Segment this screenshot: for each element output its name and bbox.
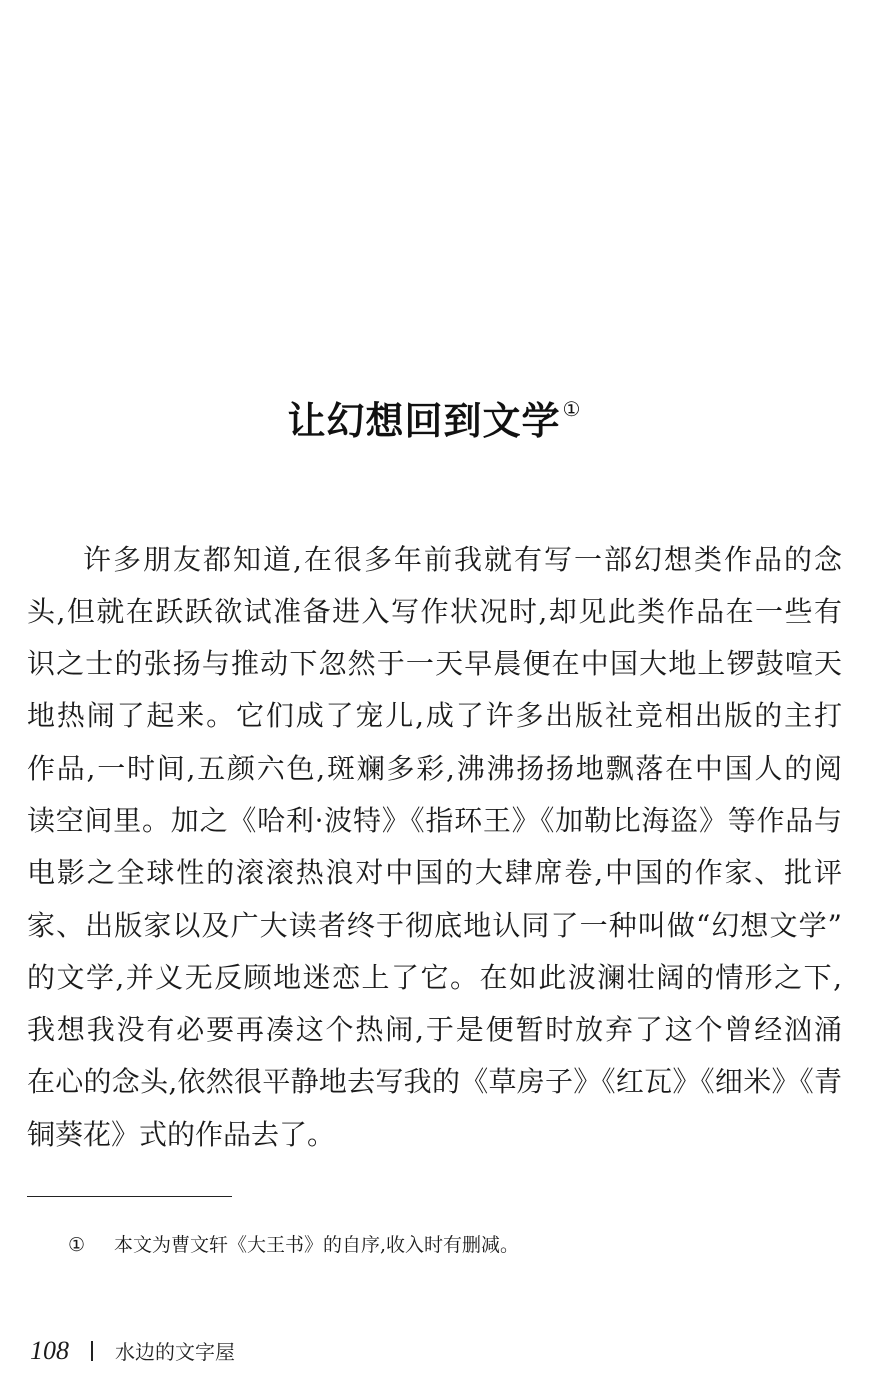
body-line-5: 作品,一时间,五颜六色,斑斓多彩,沸沸扬扬地飘落在中国人的阅 [27,752,842,785]
running-book-title: 水边的文字屋 [115,1340,235,1364]
page-footer [30,1334,235,1368]
body-line-1: 许多朋友都知道,在很多年前我就有写一部幻想类作品的念 [83,543,842,576]
body-line-4: 地热闹了起来。它们成了宠儿,成了许多出版社竞相出版的主打 [27,699,842,732]
footnote-text: 本文为曹文轩《大王书》的自序,收入时有删减。 [114,1234,520,1256]
body-line-3: 识之士的张扬与推动下忽然于一天早晨便在中国大地上锣鼓喧天 [27,647,842,680]
body-line-8: 家、出版家以及广大读者终于彻底地认同了一种叫做“幻想文学” [27,909,842,942]
body-line-9: 的文学,并义无反顾地迷恋上了它。在如此波澜壮阔的情形之下, [27,961,842,994]
body-line-11: 在心的念头,依然很平静地去写我的《草房子》《红瓦》《细米》《青 [27,1065,842,1098]
footer-separator [91,1341,93,1361]
page-number: 108 [30,1336,69,1365]
footnote-divider [27,1196,232,1197]
body-line-12: 铜葵花》式的作品去了。 [27,1118,336,1151]
footnote-marker: ① [68,1234,86,1256]
article-title [0,384,869,446]
title-footnote-marker[interactable]: ① [562,397,582,421]
body-line-2: 头,但就在跃跃欲试准备进入写作状况时,却见此类作品在一些有 [27,595,842,628]
body-line-10: 我想我没有必要再凑这个热闹,于是便暂时放弃了这个曾经汹涌 [27,1013,842,1046]
body-line-7: 电影之全球性的滚滚热浪对中国的大肆席卷,中国的作家、批评 [27,856,842,889]
body-line-6: 读空间里。加之《哈利·波特》《指环王》《加勒比海盗》等作品与 [27,804,842,837]
article-title-text: 让幻想回到文学 [287,399,561,443]
footnote [68,1230,519,1260]
